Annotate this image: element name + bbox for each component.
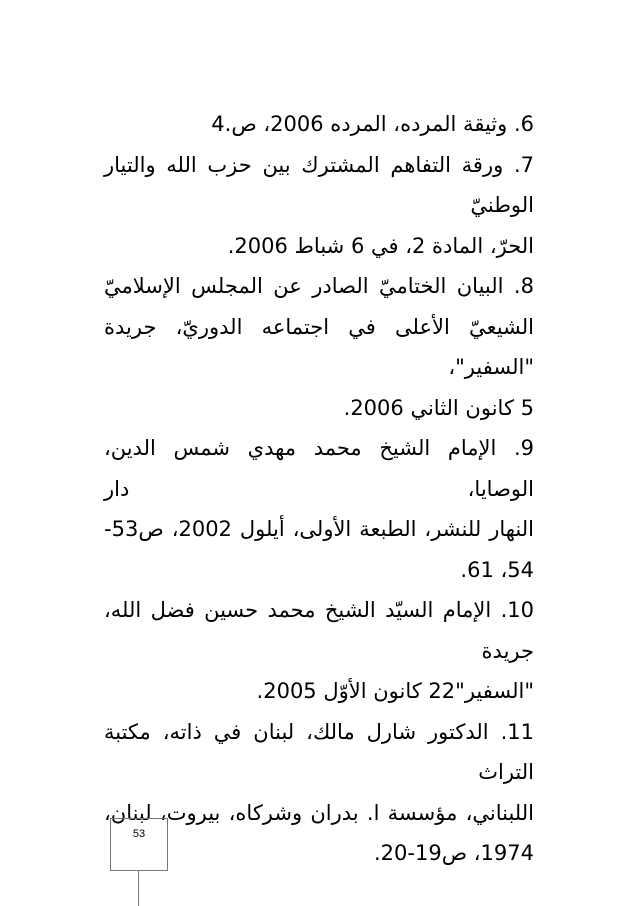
note-line: 10. الإمام السيّد الشيخ محمد حسين فضل الله، جريدة — [104, 598, 534, 663]
page-number-box — [110, 818, 168, 871]
note-line: 8. البيان الختاميّ الصادر عن المجلس الإسلاميّ — [104, 274, 534, 298]
note-11 — [104, 712, 534, 874]
note-line: الحرّ، المادة 2، في 6 شباط 2006. — [227, 233, 534, 258]
note-line: اللبناني، مؤسسة ا. بدران وشركاه، بيروت، لبنان، — [104, 800, 534, 825]
note-line: الشيعيّ الأعلى في اجتماعه الدوريّ، جريدة "السفير"، — [104, 314, 534, 379]
note-line: النهار للنشر، الطبعة الأولى، أيلول 2002، ص53- — [104, 517, 534, 541]
note-line: 1974، ص19-20. — [373, 841, 534, 865]
note-10 — [104, 590, 534, 712]
note-line: 7. ورقة التفاهم المشترك بين حزب الله والتيار الوطنيّ — [104, 152, 534, 217]
page-number-stem — [138, 871, 139, 906]
note-9 — [104, 428, 534, 590]
note-line: 54، 61. — [460, 557, 534, 582]
note-7 — [104, 145, 534, 267]
footnotes-list — [104, 104, 534, 874]
note-8 — [104, 266, 534, 428]
note-line: 5 كانون الثاني 2006. — [343, 395, 534, 420]
page-number: 53 — [132, 828, 146, 840]
note-line: 9. الإمام الشيخ محمد مهدي شمس الدين، الوصايا، دار — [104, 436, 534, 501]
note-line: "السفير"22 كانون الأوّل 2005. — [256, 679, 534, 703]
note-6 — [104, 104, 534, 145]
note-line: 6. وثيقة المرده، المرده 2006، ص.4 — [211, 112, 534, 136]
note-line: 11. الدكتور شارل مالك، لبنان في ذاته، مكتبة التراث — [104, 719, 534, 784]
